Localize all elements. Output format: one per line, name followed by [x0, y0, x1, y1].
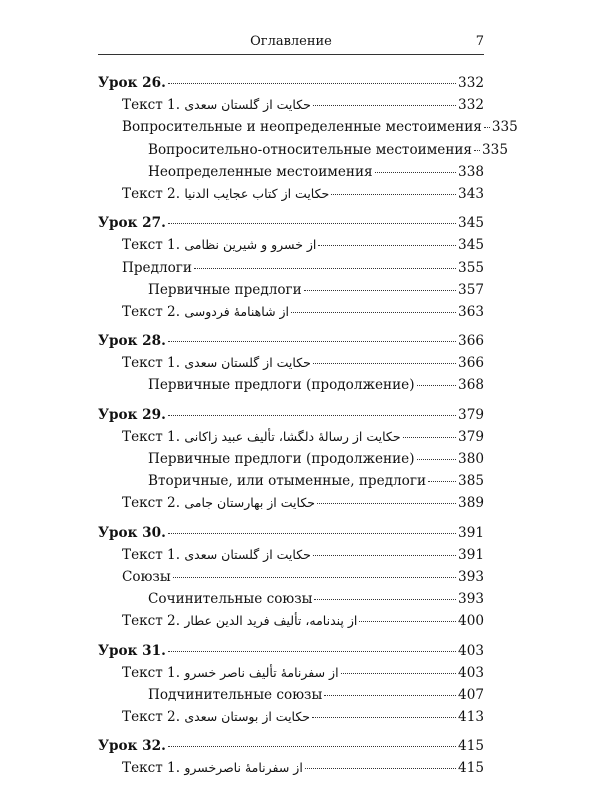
- toc-entry-persian-title: حکایت از گلستان سعدی: [184, 546, 311, 562]
- toc-lesson-block: [98, 735, 484, 779]
- toc-entry-text: Текст 1.: [122, 760, 185, 777]
- toc-page-number: 366: [458, 355, 484, 372]
- dot-leader: [474, 150, 480, 151]
- toc-page-number: 335: [491, 119, 518, 136]
- toc-entry[interactable]: [98, 426, 484, 448]
- toc-entry-label: [148, 374, 415, 396]
- dot-leader: [331, 194, 456, 195]
- toc-entry-text: Текст 1.: [122, 428, 185, 445]
- toc-page-number: 407: [458, 686, 484, 703]
- toc-entry[interactable]: [98, 706, 484, 728]
- toc-entry-persian-title: حکایت از بوستان سعدی: [184, 709, 311, 725]
- toc-entry-label: [122, 492, 315, 514]
- dot-leader: [428, 481, 456, 482]
- toc-entry-label: [122, 610, 357, 632]
- toc-page-number: 393: [458, 568, 484, 585]
- dot-leader: [168, 651, 456, 652]
- toc-page-number: 391: [458, 524, 484, 541]
- toc-lesson-title: Урок 27.: [98, 215, 166, 232]
- toc-entry-persian-title: حکایت از کتاب عجایب الدنیا: [184, 185, 330, 201]
- toc-entry[interactable]: [98, 139, 508, 161]
- toc-page-number: 389: [458, 495, 484, 512]
- toc-page-number: 415: [458, 738, 484, 755]
- toc-lesson-block: [98, 522, 484, 633]
- dot-leader: [403, 437, 457, 438]
- toc-lesson-title: Урок 30.: [98, 524, 166, 541]
- toc-entry-text: Текст 2.: [122, 303, 185, 320]
- toc-entry[interactable]: [98, 757, 484, 779]
- toc-entry-persian-title: از خسرو و شیرین نظامی: [184, 237, 317, 253]
- toc-entry[interactable]: [98, 352, 484, 374]
- toc-entry-label: [122, 352, 311, 374]
- table-of-contents: [98, 72, 518, 787]
- toc-page-number: 403: [458, 664, 484, 681]
- toc-lesson-title: Урок 31.: [98, 642, 166, 659]
- toc-page-number: 393: [458, 591, 484, 608]
- toc-entry-text: Текст 2.: [122, 709, 185, 726]
- dot-leader: [168, 746, 456, 747]
- toc-page-number: 357: [458, 281, 484, 298]
- toc-page-number: 332: [458, 75, 484, 91]
- toc-entry-text: Первичные предлоги (продолжение): [148, 451, 415, 467]
- toc-lesson-block: [98, 212, 484, 323]
- toc-lesson-entry[interactable]: [98, 72, 484, 94]
- toc-entry[interactable]: [98, 610, 484, 632]
- toc-entry-text: Текст 1.: [122, 237, 185, 254]
- toc-entry[interactable]: [98, 448, 484, 470]
- dot-leader: [341, 673, 456, 674]
- toc-lesson-block: [98, 640, 484, 729]
- toc-entry-label: [148, 448, 415, 470]
- toc-entry-persian-title: از سفرنامهٔ ناصرخسرو: [184, 760, 303, 776]
- toc-entry-persian-title: حکایت از گلستان سعدی: [184, 97, 311, 113]
- toc-entry-label: [122, 301, 289, 323]
- toc-entry[interactable]: [98, 234, 484, 256]
- toc-page-number: 415: [458, 760, 484, 777]
- dot-leader: [313, 363, 456, 364]
- toc-entry-label: [122, 426, 401, 448]
- toc-entry[interactable]: [98, 116, 518, 138]
- toc-entry-label: [148, 161, 373, 183]
- dot-leader: [324, 695, 456, 696]
- toc-entry-text: Текст 2.: [122, 613, 185, 630]
- toc-entry-persian-title: از شاهنامهٔ فردوسی: [184, 303, 290, 319]
- toc-entry-label: [122, 757, 303, 779]
- toc-entry[interactable]: [98, 544, 484, 566]
- dot-leader: [417, 385, 457, 386]
- toc-lesson-title: Урок 32.: [98, 738, 166, 755]
- toc-page-number: 343: [458, 185, 484, 202]
- dot-leader: [314, 599, 456, 600]
- toc-page-number: 368: [458, 377, 484, 394]
- toc-entry-text: Предлоги: [122, 259, 192, 276]
- toc-lesson-title: Урок 29.: [98, 406, 166, 423]
- toc-lesson-entry[interactable]: [98, 522, 484, 544]
- dot-leader: [168, 533, 456, 534]
- toc-page-number: 355: [458, 259, 484, 276]
- dot-leader: [313, 105, 456, 106]
- toc-entry-label: [122, 94, 311, 116]
- toc-page-number: 413: [458, 709, 484, 726]
- toc-lesson-entry[interactable]: [98, 640, 484, 662]
- toc-lesson-title: Урок 26.: [98, 75, 166, 91]
- toc-lesson-block: [98, 404, 484, 515]
- header-title: Оглавление: [250, 34, 332, 49]
- toc-entry[interactable]: [98, 94, 484, 116]
- dot-leader: [417, 459, 457, 460]
- toc-entry[interactable]: [98, 588, 484, 610]
- toc-lesson-entry[interactable]: [98, 404, 484, 426]
- toc-entry-persian-title: از سفرنامهٔ تألیف ناصر خسرو: [184, 664, 339, 680]
- toc-entry-text: Сочинительные союзы: [148, 591, 313, 608]
- toc-page-number: 363: [458, 303, 484, 320]
- toc-entry[interactable]: [98, 566, 484, 588]
- toc-entry[interactable]: [98, 374, 484, 396]
- toc-page-number: 391: [458, 546, 484, 563]
- toc-entry-text: Вторичные, или отыменные, предлоги: [148, 473, 427, 490]
- toc-entry[interactable]: [98, 257, 484, 279]
- toc-lesson-entry[interactable]: [98, 735, 484, 757]
- dot-leader: [313, 555, 456, 556]
- toc-lesson-block: [98, 330, 484, 397]
- toc-entry-text: Текст 1.: [122, 664, 185, 681]
- toc-entry-text: Первичные предлоги (продолжение): [148, 377, 415, 394]
- dot-leader: [291, 312, 456, 313]
- toc-page-number: 403: [458, 642, 484, 659]
- dot-leader: [305, 768, 456, 769]
- dot-leader: [484, 127, 490, 128]
- dot-leader: [168, 83, 456, 84]
- toc-entry-text: Вопросительно-относительные местоимения: [148, 141, 473, 158]
- toc-entry-persian-title: حکایت از گلستان سعدی: [184, 355, 311, 371]
- dot-leader: [304, 290, 456, 291]
- toc-entry-persian-title: از پندنامه، تألیف فرید الدین عطار: [184, 613, 358, 629]
- header-page-number: 7: [475, 34, 484, 49]
- dot-leader: [312, 717, 456, 718]
- toc-entry-text: Текст 1.: [122, 97, 185, 114]
- toc-entry-text: Первичные предлоги: [148, 281, 302, 298]
- dot-leader: [168, 223, 456, 224]
- toc-entry-label: [148, 139, 472, 161]
- dot-leader: [173, 577, 456, 578]
- toc-entry[interactable]: [98, 301, 484, 323]
- dot-leader: [318, 245, 456, 246]
- toc-entry-text: Текст 1.: [122, 546, 185, 563]
- dot-leader: [375, 172, 456, 173]
- toc-entry-label: [122, 183, 329, 205]
- toc-entry-label: [148, 588, 312, 610]
- toc-entry-text: Текст 1.: [122, 355, 185, 372]
- toc-page-number: 366: [458, 333, 484, 350]
- toc-entry[interactable]: [98, 183, 484, 205]
- toc-page-number: 379: [458, 406, 484, 423]
- toc-entry-label: [148, 279, 302, 301]
- toc-lesson-title: Урок 28.: [98, 333, 166, 350]
- toc-lesson-block: [98, 72, 518, 205]
- dot-leader: [194, 268, 456, 269]
- toc-entry-label: [148, 470, 426, 492]
- toc-entry[interactable]: [98, 492, 484, 514]
- toc-entry-persian-title: حکایت از بهارستان جامی: [184, 495, 315, 511]
- toc-entry-label: [122, 566, 171, 588]
- toc-page-number: 345: [458, 237, 484, 254]
- toc-entry-text: Союзы: [122, 568, 171, 585]
- toc-page-number: 345: [458, 215, 484, 232]
- toc-entry-label: [122, 544, 311, 566]
- dot-leader: [168, 341, 456, 342]
- toc-lesson-entry[interactable]: [98, 212, 484, 234]
- toc-entry-label: [122, 706, 310, 728]
- toc-page-number: 335: [482, 141, 508, 158]
- running-header: [98, 34, 484, 55]
- toc-entry-text: Неопределенные местоимения: [148, 163, 373, 180]
- toc-entry-text: Подчинительные союзы: [148, 686, 323, 703]
- toc-entry-label: [148, 684, 322, 706]
- toc-page-number: 400: [458, 613, 484, 630]
- toc-page-number: 332: [458, 97, 484, 114]
- toc-entry-label: [122, 116, 482, 138]
- toc-lesson-entry[interactable]: [98, 330, 484, 352]
- toc-entry[interactable]: [98, 161, 484, 183]
- toc-page-number: 380: [458, 451, 484, 467]
- toc-entry[interactable]: [98, 279, 484, 301]
- toc-entry-label: [122, 234, 316, 256]
- toc-entry-text: Текст 2.: [122, 185, 185, 202]
- toc-page-number: 385: [458, 473, 484, 490]
- toc-page-number: 379: [458, 428, 484, 445]
- toc-page-number: 338: [458, 163, 484, 180]
- toc-entry-persian-title: حکایت از رسالهٔ دلگشا، تألیف عبید زاکانی: [184, 428, 401, 444]
- toc-entry-text: Текст 2.: [122, 495, 185, 512]
- dot-leader: [168, 415, 456, 416]
- dot-leader: [317, 503, 456, 504]
- toc-entry-label: [122, 662, 339, 684]
- toc-entry-label: [122, 257, 192, 279]
- toc-entry-text: Вопросительные и неопределенные местоимения: [122, 119, 482, 136]
- toc-entry[interactable]: [98, 684, 484, 706]
- toc-entry[interactable]: [98, 662, 484, 684]
- dot-leader: [359, 621, 456, 622]
- toc-entry[interactable]: [98, 470, 484, 492]
